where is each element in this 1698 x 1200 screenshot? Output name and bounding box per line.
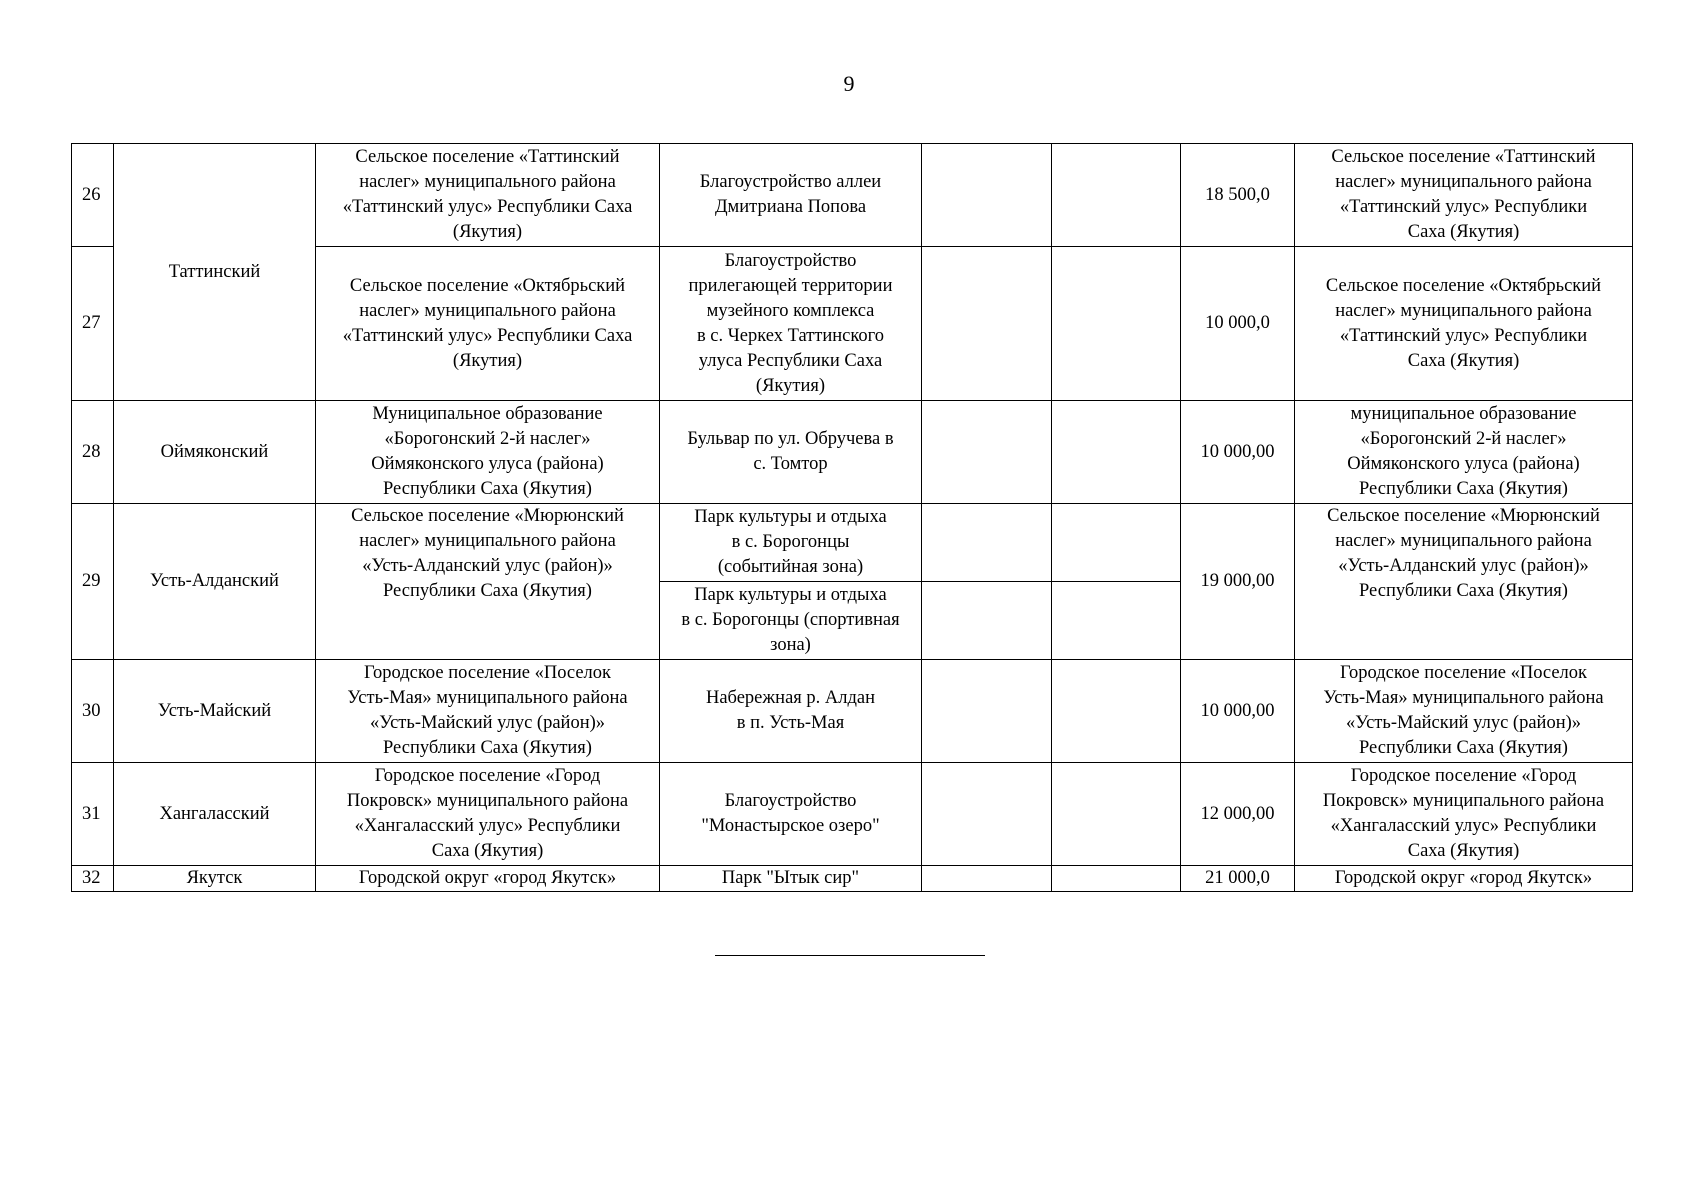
row-number: 28 [72, 401, 114, 504]
empty-cell [1052, 582, 1181, 660]
table-row [72, 401, 1633, 504]
empty-cell [1052, 401, 1181, 504]
empty-cell [1052, 660, 1181, 763]
object-cell: Бульвар по ул. Обручева в с. Томтор [660, 401, 922, 504]
object-cell: Парк культуры и отдыха в с. Борогонцы (спортивная зона) [660, 582, 922, 660]
object-cell: Благоустройство аллеи Дмитриана Попова [660, 144, 922, 247]
amount-cell: 10 000,0 [1181, 247, 1295, 401]
row-number: 30 [72, 660, 114, 763]
table-row [72, 504, 1633, 582]
end-of-document-rule [715, 955, 985, 956]
empty-cell [922, 401, 1052, 504]
municipality-cell: Городской округ «город Якутск» [316, 866, 660, 892]
municipality-cell: Городское поселение «Город Покровск» муниципального района «Хангаласский улус» Республики Саха (Якутия) [316, 763, 660, 866]
table-row [72, 144, 1633, 247]
district-cell: Усть-Майский [114, 660, 316, 763]
recipient-cell: Городское поселение «Город Покровск» муниципального района «Хангаласский улус» Республики Саха (Якутия) [1295, 763, 1633, 866]
amount-cell: 21 000,0 [1181, 866, 1295, 892]
empty-cell [922, 144, 1052, 247]
municipality-cell: Сельское поселение «Октябрьский наслег» муниципального района «Таттинский улус» Республики Саха (Якутия) [316, 247, 660, 401]
row-number: 26 [72, 144, 114, 247]
amount-cell: 12 000,00 [1181, 763, 1295, 866]
municipality-cell: Сельское поселение «Таттинский наслег» муниципального района «Таттинский улус» Республики Саха (Якутия) [316, 144, 660, 247]
object-cell: Парк "Ытык сир" [660, 866, 922, 892]
empty-cell [922, 763, 1052, 866]
district-cell: Оймяконский [114, 401, 316, 504]
empty-cell [1052, 247, 1181, 401]
recipient-cell: муниципальное образование «Борогонский 2-й наслег» Оймяконского улуса (района) Республики Саха (Якутия) [1295, 401, 1633, 504]
row-number: 32 [72, 866, 114, 892]
district-cell: Усть-Алданский [114, 504, 316, 660]
row-number: 29 [72, 504, 114, 660]
empty-cell [1052, 504, 1181, 582]
page-number: 9 [843, 71, 855, 96]
recipient-cell: Сельское поселение «Таттинский наслег» муниципального района «Таттинский улус» Республики Саха (Якутия) [1295, 144, 1633, 247]
projects-table [71, 143, 1633, 892]
object-cell: Благоустройство "Монастырское озеро" [660, 763, 922, 866]
municipality-cell: Муниципальное образование «Борогонский 2-й наслег» Оймяконского улуса (района) Республики Саха (Якутия) [316, 401, 660, 504]
recipient-cell: Сельское поселение «Мюрюнский наслег» муниципального района «Усть-Алданский улус (район)» Республики Саха (Якутия) [1295, 504, 1633, 660]
object-cell: Парк культуры и отдыха в с. Борогонцы (событийная зона) [660, 504, 922, 582]
empty-cell [922, 866, 1052, 892]
recipient-cell: Сельское поселение «Октябрьский наслег» муниципального района «Таттинский улус» Республики Саха (Якутия) [1295, 247, 1633, 401]
recipient-cell: Городской округ «город Якутск» [1295, 866, 1633, 892]
amount-cell: 10 000,00 [1181, 401, 1295, 504]
district-cell: Таттинский [114, 144, 316, 401]
empty-cell [922, 247, 1052, 401]
object-cell: Благоустройство прилегающей территории музейного комплекса в с. Черкех Таттинского улуса Республики Саха (Якутия) [660, 247, 922, 401]
empty-cell [922, 660, 1052, 763]
table-row [72, 763, 1633, 866]
table-row [72, 660, 1633, 763]
amount-cell: 10 000,00 [1181, 660, 1295, 763]
municipality-cell: Сельское поселение «Мюрюнский наслег» муниципального района «Усть-Алданский улус (район)» Республики Саха (Якутия) [316, 504, 660, 660]
municipality-cell: Городское поселение «Поселок Усть-Мая» муниципального района «Усть-Майский улус (район)» Республики Саха (Якутия) [316, 660, 660, 763]
object-cell: Набережная р. Алдан в п. Усть-Мая [660, 660, 922, 763]
table-row [72, 866, 1633, 892]
empty-cell [1052, 866, 1181, 892]
amount-cell: 19 000,00 [1181, 504, 1295, 660]
district-cell: Хангаласский [114, 763, 316, 866]
empty-cell [922, 582, 1052, 660]
empty-cell [1052, 144, 1181, 247]
recipient-cell: Городское поселение «Поселок Усть-Мая» муниципального района «Усть-Майский улус (район)» Республики Саха (Якутия) [1295, 660, 1633, 763]
row-number: 31 [72, 763, 114, 866]
district-cell: Якутск [114, 866, 316, 892]
empty-cell [1052, 763, 1181, 866]
amount-cell: 18 500,0 [1181, 144, 1295, 247]
row-number: 27 [72, 247, 114, 401]
empty-cell [922, 504, 1052, 582]
